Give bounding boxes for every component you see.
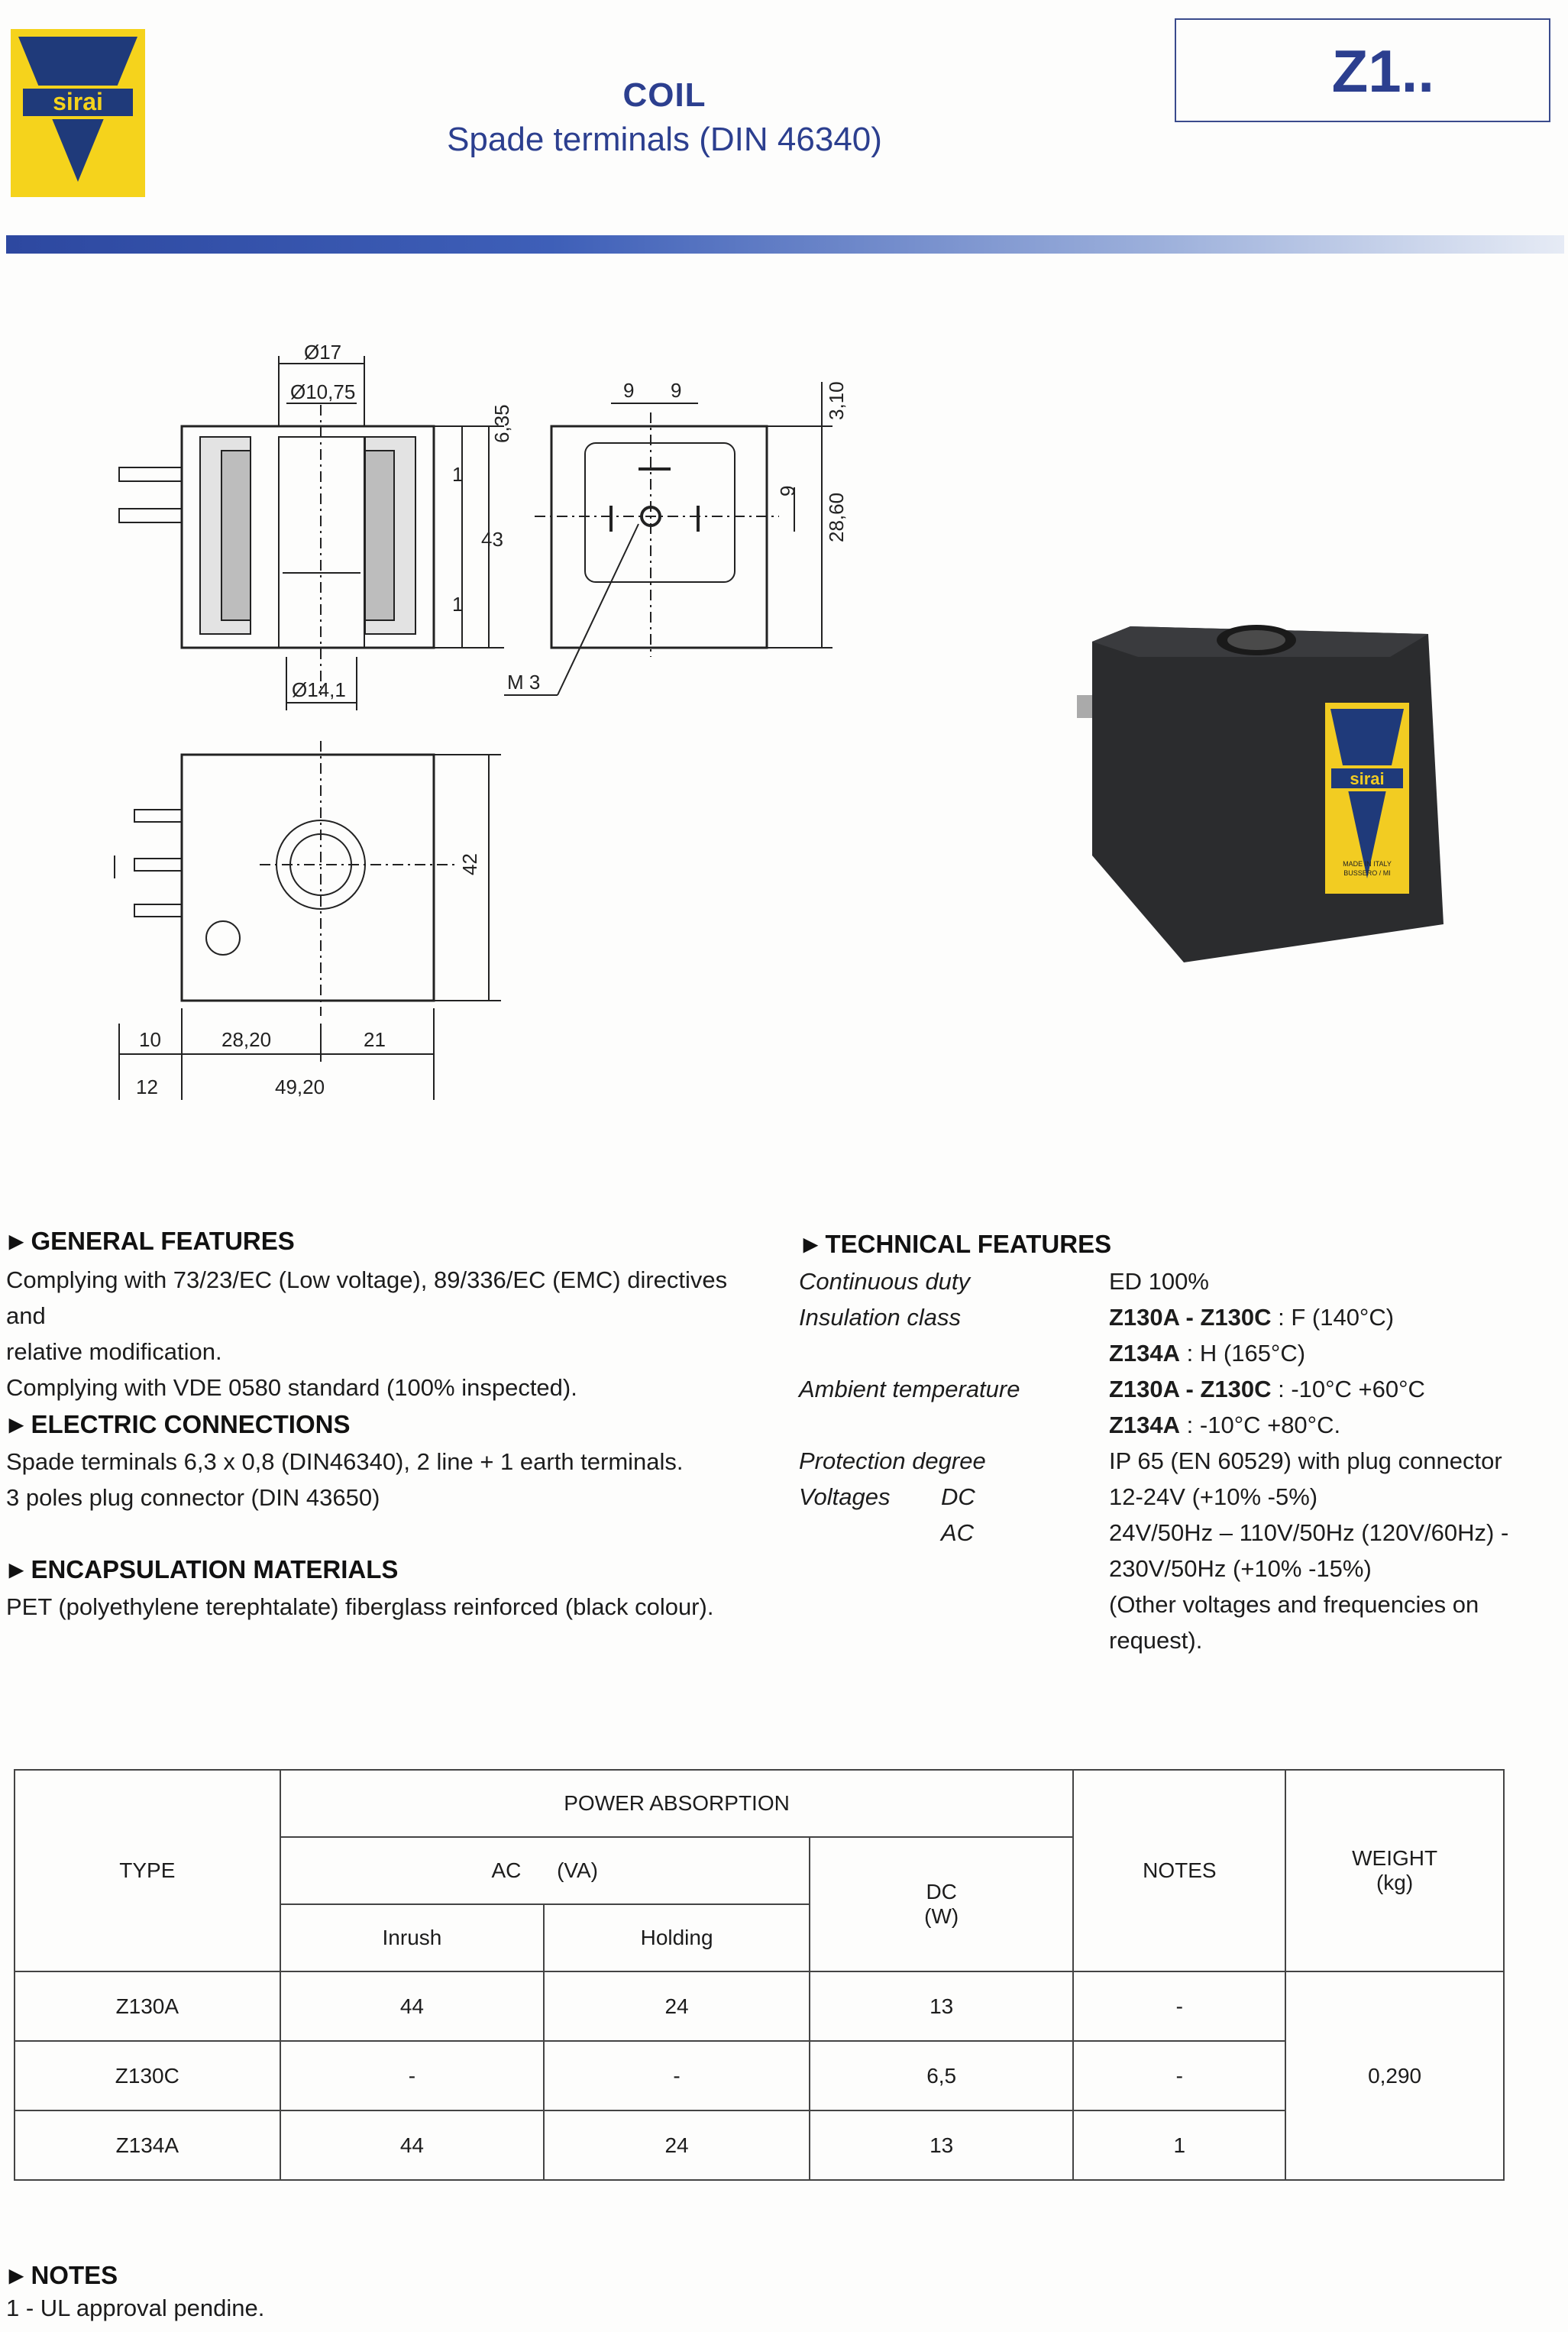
th-dc-unit: (W) [924, 1904, 959, 1928]
notes-heading: ▶ NOTES [9, 2261, 118, 2289]
cell-inrush: 44 [280, 2110, 545, 2180]
photo-city: BUSSERO / MI [1343, 869, 1391, 877]
dim-10-75: Ø10,75 [290, 380, 356, 403]
th-dc: DC (W) [810, 1837, 1074, 1971]
dim-1-top: 1 [452, 463, 464, 486]
cell-holding: - [544, 2041, 810, 2110]
dim-28-20: 28,20 [221, 1028, 272, 1051]
label-voltages: Voltages [799, 1483, 891, 1510]
label-ac: AC [941, 1519, 975, 1546]
th-inrush: Inrush [280, 1904, 545, 1971]
encapsulation-text [6, 1589, 770, 1625]
header-rule [6, 235, 1564, 254]
notes-text: 1 - UL approval pendine. [6, 2295, 265, 2321]
technical-drawing [0, 336, 848, 1100]
value-ambient-1: Z130A - Z130C : -10°C +60°C [1109, 1376, 1425, 1402]
cell-inrush: 44 [280, 1971, 545, 2041]
label-duty: Continuous duty [799, 1268, 971, 1295]
dim-14-1: Ø14,1 [292, 678, 346, 701]
th-ac: AC (VA) [280, 1837, 810, 1904]
value-insulation-2: Z134A : H (165°C) [1109, 1340, 1306, 1367]
front-view [504, 382, 832, 695]
table-row [15, 1971, 1504, 2041]
general-line: Complying with 73/23/EC (Low voltage), 89/336/EC (EMC) directives and [6, 1266, 728, 1329]
technical-labels [799, 1263, 1074, 1551]
cell-notes: 1 [1073, 2110, 1285, 2180]
label-insulation: Insulation class [799, 1304, 961, 1331]
cell-holding: 24 [544, 2110, 810, 2180]
section-view [119, 356, 504, 710]
dim-3-10: 3,10 [825, 381, 848, 420]
power-absorption-table [14, 1769, 1505, 2181]
dim-10: 10 [139, 1028, 161, 1051]
dim-28-60: 28,60 [825, 492, 848, 542]
value-insulation-1: Z130A - Z130C : F (140°C) [1109, 1304, 1395, 1331]
product-code-box [1175, 18, 1550, 122]
value-other: (Other voltages and frequencies on request). [1109, 1591, 1479, 1654]
general-line: relative modification. [6, 1338, 222, 1365]
th-weight-unit: (kg) [1376, 1871, 1414, 1894]
dim-21: 21 [364, 1028, 386, 1051]
electric-line: Spade terminals 6,3 x 0,8 (DIN46340), 2 line + 1 earth terminals. [6, 1448, 684, 1475]
dim-1-bot: 1 [452, 593, 464, 616]
photo-made: MADE IN ITALY [1343, 860, 1392, 868]
th-type: TYPE [15, 1770, 280, 1971]
logo-text: sirai [53, 88, 103, 115]
cell-type: Z134A [15, 2110, 280, 2180]
title-block [428, 76, 901, 159]
general-features-text [6, 1262, 770, 1405]
th-notes: NOTES [1073, 1770, 1285, 1971]
cell-weight: 0,290 [1285, 1971, 1504, 2180]
value-ac-1: 24V/50Hz – 110V/50Hz (120V/60Hz) - [1109, 1519, 1509, 1546]
th-weight: WEIGHT (kg) [1285, 1770, 1504, 1971]
value-ac-2: 230V/50Hz (+10% -15%) [1109, 1555, 1372, 1582]
table-row [15, 2041, 1504, 2110]
dim-12: 12 [136, 1075, 158, 1098]
cell-dc: 6,5 [810, 2041, 1074, 2110]
value-dc: 12-24V (+10% -5%) [1109, 1483, 1318, 1510]
page-subtitle: Spade terminals (DIN 46340) [447, 121, 882, 158]
photo-brand: sirai [1350, 769, 1385, 788]
dim-49-20: 49,20 [275, 1075, 325, 1098]
general-line: Complying with VDE 0580 standard (100% inspected). [6, 1374, 577, 1401]
general-features-heading: ▶ GENERAL FEATURES [9, 1227, 295, 1255]
label-ambient: Ambient temperature [799, 1376, 1020, 1402]
dim-9-left: 9 [623, 379, 635, 402]
th-holding: Holding [544, 1904, 810, 1971]
bottom-view [115, 741, 501, 1100]
table-row [15, 2110, 1504, 2180]
value-duty: ED 100% [1109, 1268, 1209, 1295]
cell-type: Z130A [15, 1971, 280, 2041]
label-dc: DC [941, 1483, 975, 1510]
electric-line: 3 poles plug connector (DIN 43650) [6, 1484, 380, 1511]
page-title: COIL [622, 76, 706, 114]
value-ambient-2: Z134A : -10°C +80°C. [1109, 1412, 1341, 1438]
cell-notes: - [1073, 2041, 1285, 2110]
cell-type: Z130C [15, 2041, 280, 2110]
technical-values [1109, 1263, 1567, 1658]
sirai-logo [11, 29, 145, 197]
electric-connections-heading: ▶ ELECTRIC CONNECTIONS [9, 1410, 351, 1438]
technical-features-heading: ▶ TECHNICAL FEATURES [803, 1230, 1112, 1258]
dim-43: 43 [481, 528, 503, 551]
cell-dc: 13 [810, 2110, 1074, 2180]
dim-m3: M 3 [507, 671, 541, 694]
dim-6-35: 6,35 [490, 404, 513, 443]
th-power-absorption: POWER ABSORPTION [280, 1770, 1074, 1837]
label-protection: Protection degree [799, 1447, 986, 1474]
encapsulation-heading: ▶ ENCAPSULATION MATERIALS [9, 1555, 399, 1583]
cell-dc: 13 [810, 1971, 1074, 2041]
dim-9-vert: 9 [776, 485, 799, 496]
cell-holding: 24 [544, 1971, 810, 2041]
value-protection: IP 65 (EN 60529) with plug connector [1109, 1447, 1502, 1474]
cell-notes: - [1073, 1971, 1285, 2041]
electric-connections-text [6, 1444, 770, 1515]
dim-42: 42 [458, 853, 481, 875]
cell-inrush: - [280, 2041, 545, 2110]
coil-photo [1062, 603, 1459, 970]
encapsulation-line: PET (polyethylene terephtalate) fiberglass reinforced (black colour). [6, 1593, 714, 1620]
product-code: Z1.. [1331, 37, 1434, 105]
label-voltages-row [799, 1479, 1074, 1515]
dim-17: Ø17 [304, 341, 342, 364]
dim-9-right: 9 [671, 379, 682, 402]
label-ac-row [799, 1515, 1074, 1551]
